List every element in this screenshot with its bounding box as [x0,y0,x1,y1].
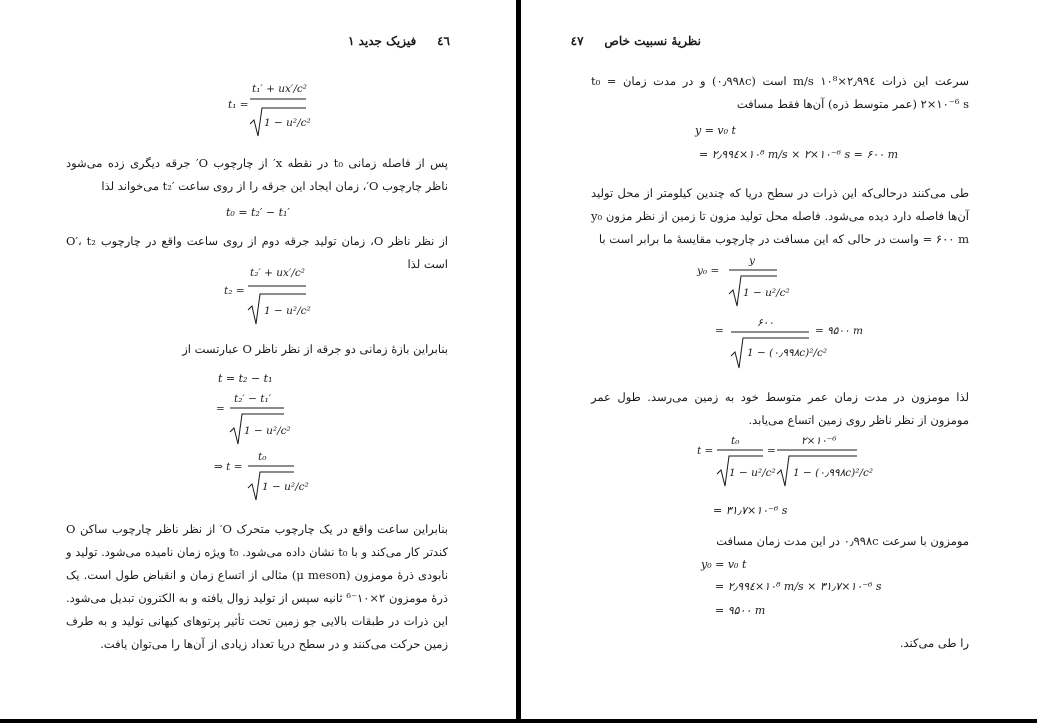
eq-dt2-den: 1 − u²/c² [244,425,291,437]
eq-y0-den: 1 − u²/c² [743,287,790,299]
eq-t1-lhs: t₁ = [228,99,249,111]
left-paragraph-3: بنابراین بازهٔ زمانی دو جرقه از نظر ناظر O عبارتست از [182,342,448,356]
eq-dt3-den: 1 − u²/c² [262,481,309,493]
equation-y0d: = ۲٫۹۹٤×۱۰⁸ m/s × ۳۱٫۷×۱۰⁻⁶ s [715,580,882,593]
eq-dt2-lhs: = [216,403,225,415]
equation-y0e: = ۹۵۰۰ m [715,604,766,617]
equation-t0: t₀ = t₂′ − t₁′ [226,206,290,219]
left-page-number: ٤٦ [437,34,450,48]
equation-dt3 [214,451,309,512]
right-paragraph-5: را طی می‌کند. [899,636,969,650]
right-paragraph-1: سرعت این ذرات ۲٫۹۹٤×۱۰⁸ m/s است (۰٫۹۹۸c) و در مدت زمان t₀ = ۲×۱۰⁻⁶ s (عمر متوسط ذره) آن‌ها فقط مسافت [591,74,970,111]
eq-dt3-lhs: ⇒ t = [214,461,243,473]
eq-t2-num: t₂′ + ux′/c² [250,267,305,279]
right-paragraph-3: لذا مومزون در مدت زمان عمر متوسط خود به زمین می‌رسد. طول عمر مومزون از نظر ناظر روی زمین اتساع می‌یابد. [591,390,969,427]
equation-y2: = ۲٫۹۹٤×۱۰⁸ m/s × ۲×۱۰⁻⁶ s = ۶۰۰ m [699,148,899,161]
right-page [521,0,1037,723]
eq-y0b-num: ۶۰۰ [757,317,774,329]
equation-y0b [715,318,875,372]
left-paragraph-4: بنابراین ساعت واقع در یک چارچوب متحرک O′ از نظر ناظر چارچوب ساکن O کندتر کار می‌کند و با t₀ نشان داده می‌شود. t₀ ویژه زمان نامیده می‌شود. تولید و نابودی ذرهٔ مومزون (μ meson) مثالی از اتساع زمان و انقباض طول است. یک ذرهٔ مومزون ۲×۱۰⁻⁶ ثانیه سپس از تولید زوال یافته و به الکترون تبدیل می‌شود. این ذرات در طبقات بالایی جو زمین تحت تأثیر پرتوهای کیهانی تولید و به طرف زمین حرکت می‌کنند و در سطح دریا تعداد زیادی از آن‌ها را می‌توان یافت. [66,522,449,651]
equation-y0 [697,254,790,314]
eq-t-num: t₀ [731,435,740,447]
eq-dt3-num: t₀ [258,451,267,463]
equation-t2 [220,260,310,330]
right-page-number: ٤٧ [570,34,584,48]
right-paragraph-4: مومزون با سرعت ۰٫۹۹۸c در این مدت زمان مسافت [716,534,969,548]
eq-y0-lhs: y₀ = [697,265,720,277]
equation-t-result: = ۳۱٫۷×۱۰⁻⁶ s [713,504,788,517]
equation-t [697,434,887,494]
right-paragraph-2: طی می‌کنند درحالی‌که این ذرات در سطح دریا که چندین کیلومتر از محل تولید آن‌ها فاصله دارد دیده می‌شود. فاصله محل تولید مزون تا زمین از نظر مزون y₀ = ۶۰۰ m واست در حالی که این مسافت در چارچوب مقایسهٔ ما برابر است با [591,186,969,246]
left-page [0,0,516,723]
right-page-header [571,34,701,48]
eq-y0b-lhs: = [715,325,724,337]
equation-y0c: y₀ = v₀ t [701,558,747,571]
right-page-title: نظریهٔ نسبیت خاص [604,34,701,48]
left-page-header [348,34,450,48]
equation-t1 [220,68,311,152]
eq-t-equals: = [767,445,776,457]
bottom-edge [0,719,1037,723]
eq-dt2-num: t₂′ − t₁′ [234,393,272,405]
eq-t-num2: ۲×۱۰⁻⁶ [801,435,837,447]
eq-t-den2: 1 − (۰٫۹۹۸c)²/c² [793,467,874,479]
left-paragraph-2: از نظر ناظر O، زمان تولید جرقه دوم از روی ساعت واقع در چارچوب O′، t₂ است لذا [66,234,449,271]
eq-t2-lhs: t₂ = [224,285,245,297]
eq-y0-num: y [749,255,755,267]
eq-t-den: 1 − u²/c² [729,467,776,479]
eq-t1-den: 1 − u²/c² [264,117,311,129]
equation-y: y = v₀ t [695,124,736,137]
left-paragraph-1: پس از فاصله زمانی t₀ در نقطه x′ از چارچوب O′ جرقه دیگری زده می‌شود ناظر چارچوب O′، زمان ایجاد این جرقه را از روی ساعت t₂′ می‌خواند لذا [66,156,449,193]
eq-t-lhs: t = [697,445,714,457]
eq-t1-num: t₁′ + ux′/c² [252,83,307,95]
equation-dt1: t = t₂ − t₁ [218,372,273,385]
equation-dt2 [214,392,304,452]
eq-y0b-rhs: = ۹۵۰۰ m [815,325,863,337]
left-page-title: فیزیک جدید ۱ [347,34,417,48]
eq-y0b-den: 1 − (۰٫۹۹۸c)²/c² [747,347,828,359]
eq-t2-den: 1 − u²/c² [264,305,311,317]
